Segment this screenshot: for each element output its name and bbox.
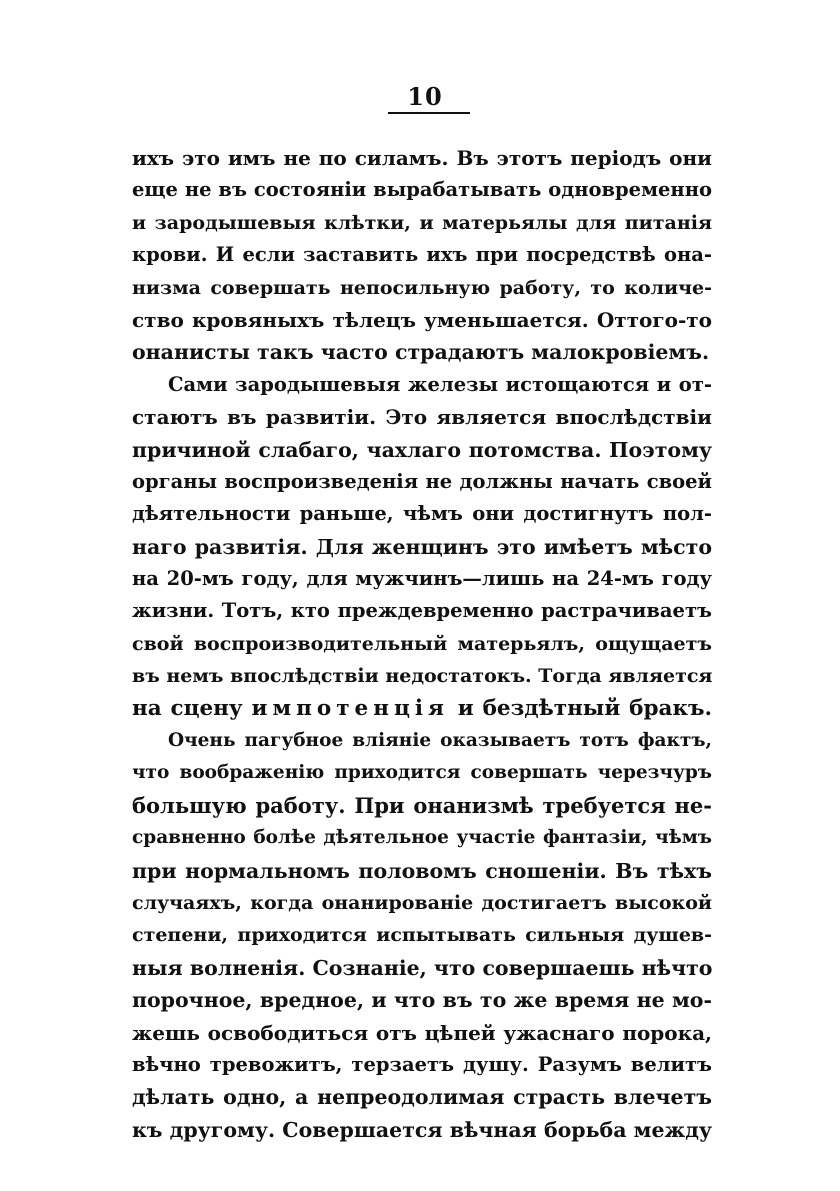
text-line: при нормальномъ половомъ сношеніи. Въ тѣхъ bbox=[132, 858, 712, 883]
text-line: къ другому. Совершается вѣчная борьба между bbox=[132, 1117, 712, 1142]
page-number-rule bbox=[388, 112, 470, 114]
text-line: что воображенію приходится совершать черезчуръ bbox=[132, 762, 712, 784]
text-line: крови. И если заставить ихъ при посредствѣ она- bbox=[132, 243, 712, 267]
emphasized-word: импотенція bbox=[251, 695, 449, 721]
text-line: онанисты такъ часто страдаютъ малокровіемъ. bbox=[132, 340, 710, 365]
text-line: дѣятельности раньше, чѣмъ они достигнутъ пол- bbox=[132, 502, 712, 526]
text-line: жешь освободиться отъ цѣпей ужаснаго порока, bbox=[132, 1020, 712, 1045]
text-line bbox=[132, 693, 712, 725]
text-line: сравненно болѣе дѣятельное участіе фантазіи, чѣмъ bbox=[132, 827, 712, 849]
text-line: дѣлать одно, а непреодолимая страсть влечетъ bbox=[132, 1085, 712, 1110]
text-line: свой воспроизводительный матерьялъ, ощущаетъ bbox=[132, 632, 712, 655]
text-line: и зародышевыя клѣтки, и матерьялы для питанія bbox=[132, 211, 712, 234]
text-line: Сами зародышевыя железы истощаются и от- bbox=[168, 372, 712, 396]
text-line: Очень пагубное вліяніе оказываетъ тотъ фактъ, bbox=[168, 730, 712, 752]
text-line: причиной слабаго, чахлаго потомства. Поэтому bbox=[132, 437, 712, 462]
text-line: наго развитія. Для женщинъ это имѣетъ мѣсто bbox=[132, 534, 712, 559]
text-line: на 20-мъ году, для мужчинъ—лишь на 24-мъ году bbox=[132, 567, 712, 591]
text-line: порочное, вредное, и что въ то же время не мо- bbox=[132, 988, 712, 1013]
text-line: ныя волненія. Сознаніе, что совершаешь нѣчто bbox=[132, 955, 713, 980]
text-line: жизни. Тотъ, кто преждевременно растрачиваетъ bbox=[132, 599, 712, 623]
page-number: 10 bbox=[407, 82, 443, 111]
text-line: вѣчно тревожитъ, терзаетъ душу. Разумъ велитъ bbox=[132, 1052, 712, 1076]
text-line: ихъ это имъ не по силамъ. Въ этотъ періодъ они bbox=[132, 146, 712, 170]
text-line: случаяхъ, когда онанированіе достигаетъ высокой bbox=[132, 891, 712, 914]
text-fragment: и бездѣтный бракъ. bbox=[457, 695, 712, 721]
text-line: стаютъ въ развитіи. Это является впослѣдствіи bbox=[132, 405, 712, 430]
text-line: еще не въ состояніи вырабатывать одновременно bbox=[132, 178, 712, 202]
text-line: степени, приходится испытывать сильныя душев- bbox=[132, 924, 712, 947]
body-text bbox=[132, 142, 712, 1146]
text-line: органы воспроизведенія не должны начать своей bbox=[132, 469, 712, 493]
text-line: ство кровяныхъ тѣлецъ уменьшается. Оттого-то bbox=[132, 307, 712, 332]
text-line: низма совершать непосильную работу, то количе- bbox=[132, 276, 712, 299]
text-line: большую работу. При онанизмѣ требуется не- bbox=[132, 792, 712, 818]
text-fragment: на сцену bbox=[132, 695, 243, 721]
text-line: въ немъ впослѣдствіи недостатокъ. Тогда является bbox=[132, 665, 713, 688]
